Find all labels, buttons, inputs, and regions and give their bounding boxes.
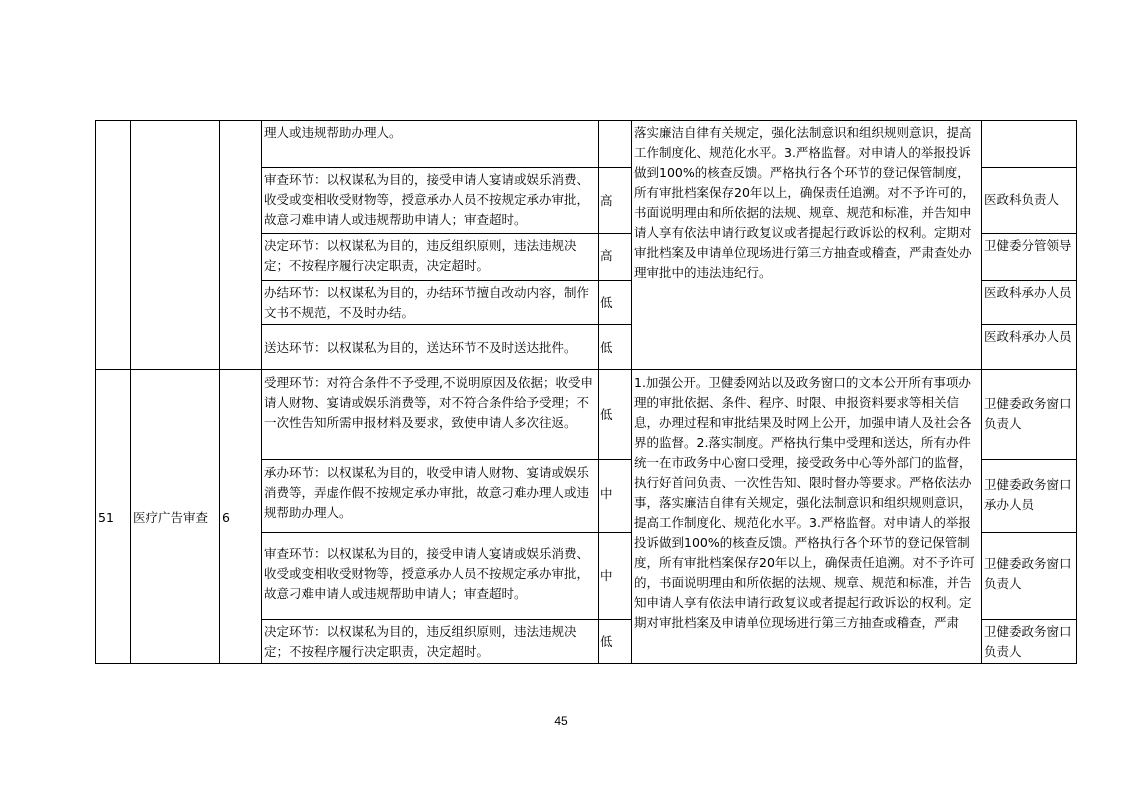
responsible-person: 卫健委政务窗口承办人员 <box>984 477 1072 512</box>
page-number: 45 <box>554 714 568 728</box>
row-line <box>981 532 1077 533</box>
row-line <box>981 619 1077 620</box>
row-line <box>981 167 1077 168</box>
risk-level: 中 <box>600 568 613 583</box>
col-line-risk <box>631 120 632 664</box>
row-line <box>261 233 632 234</box>
risk-level: 高 <box>600 193 613 208</box>
responsible-person: 卫健委政务窗口负责人 <box>984 396 1072 431</box>
table-row-description: 决定环节：以权谋私为目的，违反组织原则，违法违规决定；不按程序履行决定职责，决定超时。 <box>264 624 577 659</box>
row-line <box>261 167 632 168</box>
prevention-measures: 1.加强公开。卫健委网站以及政务窗口的文本公开所有事项办理的审批依据、条件、程序、时限、申报资料要求等相关信息，办理过程和审批结果及时网上公开，加强申请人及社会各界的监督。2.落实制度。严格执行集中受理和送达，所有办件统一在市政务中心窗口受理，接受政务中心等外部门的监督，执行好首问负责、一次性告知、限时督办等要求。严格依法办事，落实廉洁自律有关规定，强化法制意识和组织规则意识，提高工作制度化、规范化水平。3.严格监督。对申请人的举报投诉做到100%的核查反馈。严格执行各个环节的登记保管制度，所有审批档案保存20年以上，确保责任追溯。对不予许可的，书面说明理由和所依据的法规、规章、规范和标准，并告知申请人享有依法申请行政复议或者提起行政诉讼的权利。定期对审批档案及申请单位现场进行第三方抽查或稽查，严肃 <box>634 375 975 630</box>
col-line-left <box>95 120 96 664</box>
item-number: 51 <box>98 510 114 525</box>
row-line <box>261 324 632 325</box>
responsible-person: 卫健委政务窗口负责人 <box>984 624 1072 659</box>
col-line-right <box>1076 120 1077 664</box>
risk-level: 高 <box>600 248 613 263</box>
table-row-description: 审查环节：以权谋私为目的，接受申请人宴请或娱乐消费、收受或变相收受财物等，授意承办人员不按规定承办审批，故意刁难申请人或违规帮助申请人；审查超时。 <box>264 172 590 227</box>
prevention-measures: 落实廉洁自律有关规定，强化法制意识和组织规则意识，提高工作制度化、规范化水平。3.严格监督。对申请人的举报投诉做到100%的核查反馈。严格执行各个环节的登记保管制度，所有审批档案保存20年以上，确保责任追溯。对不予许可的，书面说明理由和所依据的法规、规章、规范和标准，并告知申请人享有依法申请行政复议或者提起行政诉讼的权利。定期对审批档案及申请单位现场进行第三方抽查或稽查，严肃查处办理审批中的违法违纪行。 <box>634 125 975 280</box>
table-border-bottom <box>95 663 1077 664</box>
risk-level: 低 <box>600 340 613 355</box>
block-divider <box>95 369 1077 370</box>
risk-level: 低 <box>600 634 613 649</box>
col-line-count <box>261 120 262 664</box>
risk-level: 低 <box>600 407 613 422</box>
col-line-number <box>130 120 131 664</box>
responsible-person: 卫健委政务窗口负责人 <box>984 556 1072 591</box>
table-row-description: 决定环节：以权谋私为目的，违反组织原则，违法违规决定；不按程序履行决定职责，决定超时。 <box>264 238 577 273</box>
table-row-description: 办结环节：以权谋私为目的，办结环节擅自改动内容，制作文书不规范，不及时办结。 <box>264 285 590 320</box>
col-line-measures <box>981 120 982 664</box>
responsible-person: 医政科承办人员 <box>984 329 1072 344</box>
row-line <box>981 280 1077 281</box>
risk-level: 中 <box>600 486 613 501</box>
item-count: 6 <box>222 510 230 525</box>
table-border-top <box>95 120 1077 121</box>
table-row-description: 受理环节：对符合条件不予受理,不说明原因及依据；收受申请人财物、宴请或娱乐消费等，对不符合条件给予受理；不一次性告知所需申报材料及要求，致使申请人多次往返。 <box>264 375 593 430</box>
table-row-description: 送达环节：以权谋私为目的，送达环节不及时送达批件。 <box>264 340 577 355</box>
table-row-description: 承办环节：以权谋私为目的，收受申请人财物、宴请或娱乐消费等，弄虚作假不按规定承办审批，故意刁难办理人或违规帮助办理人。 <box>264 465 590 520</box>
responsible-person: 卫健委分管领导 <box>984 238 1072 253</box>
responsible-person: 医政科承办人员 <box>984 285 1072 300</box>
row-line <box>261 459 632 460</box>
row-line <box>981 459 1077 460</box>
risk-level: 低 <box>600 295 613 310</box>
row-line <box>981 233 1077 234</box>
col-line-description <box>598 120 599 664</box>
table-row-description: 审查环节：以权谋私为目的，接受申请人宴请或娱乐消费、收受或变相收受财物等，授意承办人员不按规定承办审批，故意刁难申请人或违规帮助申请人；审查超时。 <box>264 546 590 601</box>
table-row-description: 理人或违规帮助办理人。 <box>264 125 402 140</box>
item-name: 医疗广告审查 <box>133 510 209 525</box>
responsible-person: 医政科负责人 <box>984 192 1060 207</box>
row-line <box>981 324 1077 325</box>
row-line <box>261 532 632 533</box>
col-line-name <box>219 120 220 664</box>
row-line <box>261 619 632 620</box>
row-line <box>261 280 632 281</box>
